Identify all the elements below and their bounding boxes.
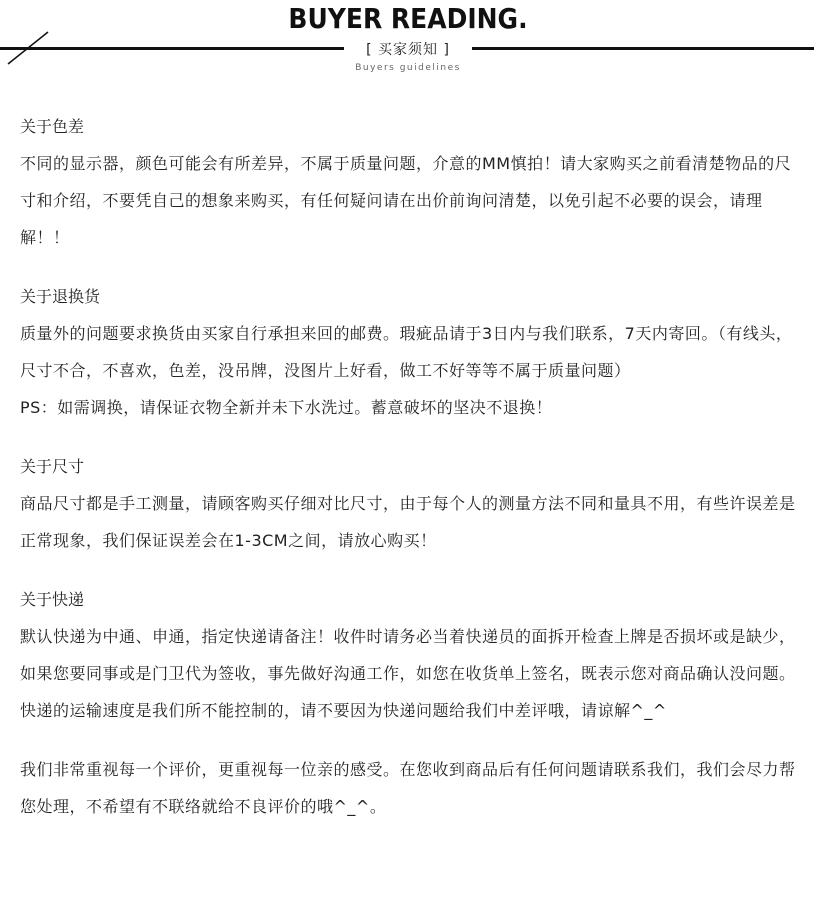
guidelines-content xyxy=(20,108,800,847)
section-paragraph: 不同的显示器，颜色可能会有所差异，不属于质量问题，介意的MM慎拍！请大家购买之前看清楚物品的尺寸和介绍，不要凭自己的想象来购买，有任何疑问请在出价前询问清楚，以免引起不必要的误会，请理解！！ xyxy=(20,154,792,247)
section-title: 关于尺寸 xyxy=(20,457,85,476)
subtitle-english: Buyers guidelines xyxy=(355,63,461,73)
section-returns xyxy=(20,278,800,426)
section-title: 关于快递 xyxy=(20,590,85,609)
page-title: BUYER READING. xyxy=(288,2,528,35)
section-title: 关于色差 xyxy=(20,117,85,136)
section-size xyxy=(20,448,800,559)
section-shipping xyxy=(20,581,800,729)
section-paragraph: PS：如需调换，请保证衣物全新并未下水洗过。蓄意破坏的坚决不退换！ xyxy=(20,398,553,417)
section-closing xyxy=(20,751,800,825)
subtitle-chinese: [ 买家须知 ] xyxy=(366,42,450,58)
section-paragraph: 默认快递为中通、申通，指定快递请备注！收件时请务必当着快递员的面拆开检查上牌是否损坏或是缺少，如果您要同事或是门卫代为签收，事先做好沟通工作，如您在收货单上签名，既表示您对商品确认没问题。快递的运输速度是我们所不能控制的，请不要因为快递问题给我们中差评哦，请谅解^_^ xyxy=(20,627,796,720)
section-color-difference xyxy=(20,108,800,256)
section-paragraph: 质量外的问题要求换货由买家自行承担来回的邮费。瑕疵品请于3日内与我们联系，7天内寄回。（有线头，尺寸不合，不喜欢，色差，没吊牌，没图片上好看，做工不好等等不属于质量问题） xyxy=(20,324,793,380)
closing-paragraph: 我们非常重视每一个评价，更重视每一位亲的感受。在您收到商品后有任何问题请联系我们，我们会尽力帮您处理，不希望有不联络就给不良评价的哦^_^。 xyxy=(20,760,796,816)
section-paragraph: 商品尺寸都是手工测量，请顾客购买仔细对比尺寸，由于每个人的测量方法不同和量具不用，有些许误差是正常现象，我们保证误差会在1-3CM之间，请放心购买！ xyxy=(20,494,796,550)
header xyxy=(0,0,816,80)
section-title: 关于退换货 xyxy=(20,287,101,306)
